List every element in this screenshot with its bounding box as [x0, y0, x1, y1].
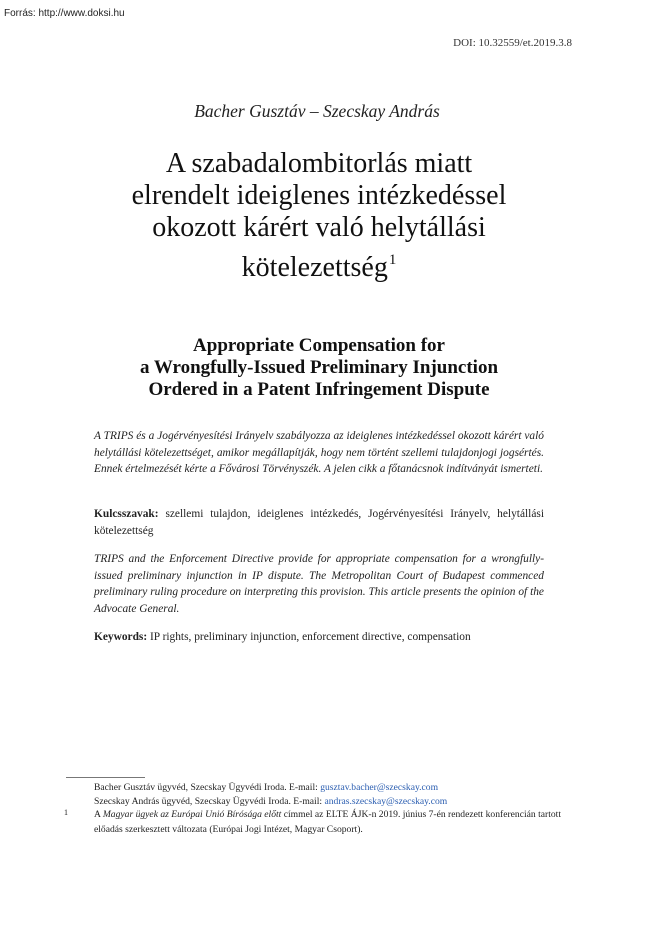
keywords-en-label: Keywords:: [94, 631, 148, 643]
author-1-email-link[interactable]: gusztav.bacher@szecskay.com: [320, 782, 439, 793]
author-2-email-link[interactable]: andras.szecskay@szecskay.com: [324, 796, 448, 807]
keywords-english: [94, 629, 544, 646]
title-english: [80, 335, 558, 401]
source-label: Forrás: http://www.doksi.hu: [4, 8, 125, 19]
footnote-1-rest: címmel az ELTE ÁJK-n 2019. június 7-én rendezett konferencián tartott előadás szerkesztett változata (Európai Jogi Intézet, Magyar Csoport).: [94, 809, 561, 835]
keywords-hu-label: Kulcsszavak:: [94, 508, 159, 520]
footnote-1-prefix: A: [94, 809, 101, 820]
footnote-number: 1: [64, 808, 68, 817]
title-hu-line-text: kötelezettség: [241, 252, 388, 283]
abstract-english: TRIPS and the Enforcement Directive provide for appropriate compensation for a wrongfully-issued preliminary injunction in IP dispute. The Metropolitan Court of Budapest commenced preliminary ruling procedure on interpreting this provision. This article presents the opinion of the Advocate General.: [94, 553, 544, 615]
doi-label: DOI: 10.32559/et.2019.3.8: [453, 37, 572, 49]
footnote-1-italic: Magyar ügyek az Európai Unió Bírósága előtt: [102, 809, 282, 820]
footnote-author-1: [94, 781, 570, 796]
footnote-author-2-text: Szecskay András ügyvéd, Szecskay Ügyvédi Iroda. E-mail:: [94, 796, 323, 807]
title-en-line: a Wrongfully-Issued Preliminary Injunction: [139, 357, 499, 378]
title-hu-line: A szabadalombitorlás miatt: [165, 148, 473, 179]
footnote-author-1-text: Bacher Gusztáv ügyvéd, Szecskay Ügyvédi Iroda. E-mail:: [94, 782, 318, 793]
title-footnote-mark: 1: [388, 252, 397, 268]
title-hu-line: [60, 244, 578, 284]
abstract-hungarian: A TRIPS és a Jogérvényesítési Irányelv szabályozza az ideiglenes intézkedéssel okozott kárért való helytállási kötelezettséget, amikor megállapítják, hogy nem történt szellemi tulajdonjogi jogsértés. Ennek értelmezését kérte a Fővárosi Törvényszék. A jelen cikk a főtanácsnok indítványát ismerteti.: [94, 430, 544, 475]
footnote-divider: [66, 777, 145, 778]
keywords-en-text: IP rights, preliminary injunction, enforcement directive, compensation: [150, 631, 471, 643]
title-en-line: Appropriate Compensation for: [193, 335, 445, 356]
title-hu-line: okozott kárért való helytállási: [152, 212, 486, 243]
keywords-hungarian: [94, 506, 544, 539]
footnote-1: [94, 808, 570, 837]
authors: Bacher Gusztáv – Szecskay András: [194, 101, 440, 121]
title-en-line: Ordered in a Patent Infringement Dispute: [148, 379, 490, 400]
title-hu-line: elrendelt ideiglenes intézkedéssel: [131, 180, 507, 211]
title-hungarian: [60, 148, 578, 284]
keywords-hu-text: szellemi tulajdon, ideiglenes intézkedés, Jogérvényesítési Irányelv, helytállási kötelezettség: [94, 508, 544, 537]
